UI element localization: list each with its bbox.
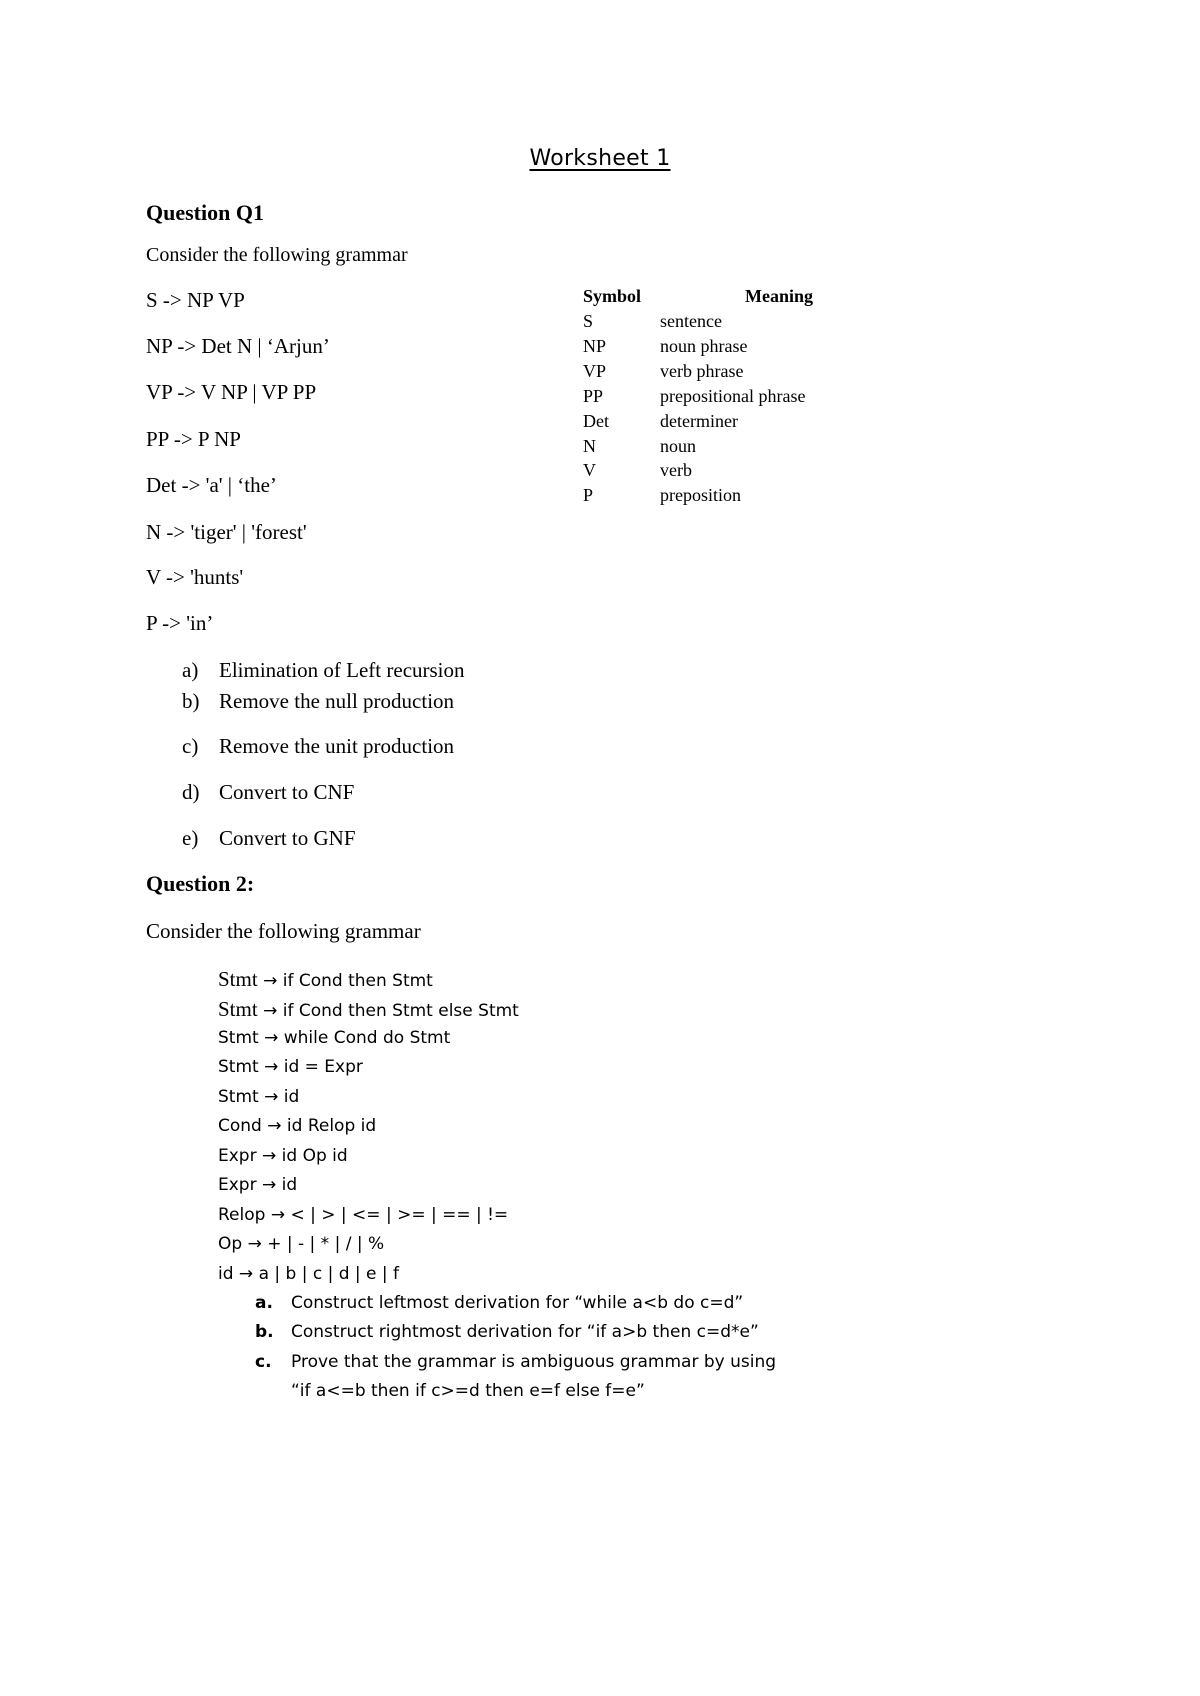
rule-rhs: → id = Expr: [258, 1057, 363, 1077]
rule-rhs: → if Cond then Stmt else Stmt: [257, 1001, 519, 1021]
q2-task: [255, 1322, 759, 1342]
meaning-cell: prepositional phrase: [660, 386, 806, 406]
symbol-cell: NP: [583, 336, 607, 356]
meaning-cell: noun: [660, 436, 696, 456]
q1-rule: N -> 'tiger' | 'forest': [146, 520, 307, 544]
meaning-cell: verb: [660, 460, 692, 480]
symbol-cell: PP: [583, 386, 604, 406]
meaning-cell: sentence: [660, 311, 722, 331]
task-text: Remove the null production: [219, 689, 455, 713]
rule-lhs: Stmt: [218, 1087, 259, 1107]
symbol-cell: P: [583, 485, 594, 505]
q1-rule: V -> 'hunts': [146, 565, 244, 589]
task-text: Remove the unit production: [219, 734, 455, 758]
q1-rule: PP -> P NP: [146, 427, 241, 451]
q2-rule: [218, 1057, 363, 1077]
q1-rule: P -> 'in’: [146, 611, 214, 635]
rule-lhs: Expr: [218, 1146, 257, 1166]
meaning-cell: verb phrase: [660, 361, 744, 381]
q2-rule: [218, 967, 433, 992]
q2-rule: [218, 997, 519, 1022]
q1-intro: Consider the following grammar: [146, 244, 408, 266]
symbol-cell: N: [583, 436, 596, 456]
symbol-cell: Det: [583, 411, 609, 431]
rule-lhs: Expr: [218, 1175, 257, 1195]
q2-rule: [218, 1116, 376, 1136]
q2-heading: Question 2:: [146, 871, 255, 896]
rule-lhs: id: [218, 1264, 234, 1284]
symbol-cell: V: [583, 460, 596, 480]
task-text: Prove that the grammar is ambiguous grammar by using: [291, 1352, 777, 1372]
q1-task: [182, 658, 465, 683]
task-text: Convert to CNF: [219, 780, 355, 804]
q1-task: [182, 689, 454, 714]
rule-rhs: → < | > | <= | >= | == | !=: [265, 1205, 509, 1225]
q1-task: [182, 826, 356, 851]
q2-rule: [218, 1146, 348, 1166]
meaning-cell: noun phrase: [660, 336, 748, 356]
q2-task: [255, 1293, 743, 1313]
q2-rule: [218, 1264, 399, 1284]
task-label: c.: [255, 1352, 272, 1372]
q2-rule: [218, 1087, 299, 1107]
q2-task-continuation: “if a<=b then if c>=d then e=f else f=e”: [291, 1381, 645, 1401]
q1-heading: Question Q1: [146, 200, 264, 225]
q1-rule: NP -> Det N | ‘Arjun’: [146, 334, 330, 358]
task-label: b.: [255, 1322, 274, 1342]
task-label: d): [182, 780, 200, 804]
meaning-cell: determiner: [660, 411, 738, 431]
symbol-cell: S: [583, 311, 594, 331]
page-title: Worksheet 1: [529, 146, 671, 171]
q1-task: [182, 734, 454, 759]
meaning-header: Meaning: [745, 286, 814, 306]
rule-rhs: → a | b | c | d | e | f: [233, 1264, 400, 1284]
task-text: Elimination of Left recursion: [219, 658, 465, 682]
rule-rhs: → + | - | * | / | %: [242, 1234, 385, 1254]
q2-rule: [218, 1028, 450, 1048]
rule-rhs: → id Op id: [256, 1146, 348, 1166]
rule-rhs: → id Relop id: [261, 1116, 377, 1136]
task-label: a): [182, 658, 199, 682]
task-label: e): [182, 826, 199, 850]
q2-rule: [218, 1234, 384, 1254]
q2-rule: [218, 1205, 508, 1225]
q1-task: [182, 780, 354, 805]
task-label: b): [182, 689, 200, 713]
q2-rule: [218, 1175, 297, 1195]
rule-lhs: Stmt: [218, 1057, 259, 1077]
rule-lhs: Stmt: [218, 967, 258, 991]
meaning-cell: preposition: [660, 485, 741, 505]
rule-lhs: Relop: [218, 1205, 266, 1225]
rule-lhs: Stmt: [218, 997, 258, 1021]
q1-rule: Det -> 'a' | ‘the’: [146, 473, 277, 497]
q2-intro: Consider the following grammar: [146, 919, 421, 943]
symbol-cell: VP: [583, 361, 607, 381]
rule-lhs: Stmt: [218, 1028, 259, 1048]
q1-rule: VP -> V NP | VP PP: [146, 380, 317, 404]
rule-rhs: → id: [256, 1175, 298, 1195]
rule-rhs: → id: [258, 1087, 300, 1107]
task-text: Convert to GNF: [219, 826, 356, 850]
rule-lhs: Cond: [218, 1116, 262, 1136]
rule-rhs: → if Cond then Stmt: [257, 971, 433, 991]
task-text: Construct leftmost derivation for “while a<b do c=d”: [291, 1293, 744, 1313]
q1-rule: S -> NP VP: [146, 288, 245, 312]
rule-rhs: → while Cond do Stmt: [258, 1028, 451, 1048]
symbol-header: Symbol: [583, 286, 642, 306]
task-text: Construct rightmost derivation for “if a>b then c=d*e”: [291, 1322, 759, 1342]
q2-task: [255, 1352, 776, 1372]
task-label: c): [182, 734, 199, 758]
task-label: a.: [255, 1293, 273, 1313]
rule-lhs: Op: [218, 1234, 243, 1254]
